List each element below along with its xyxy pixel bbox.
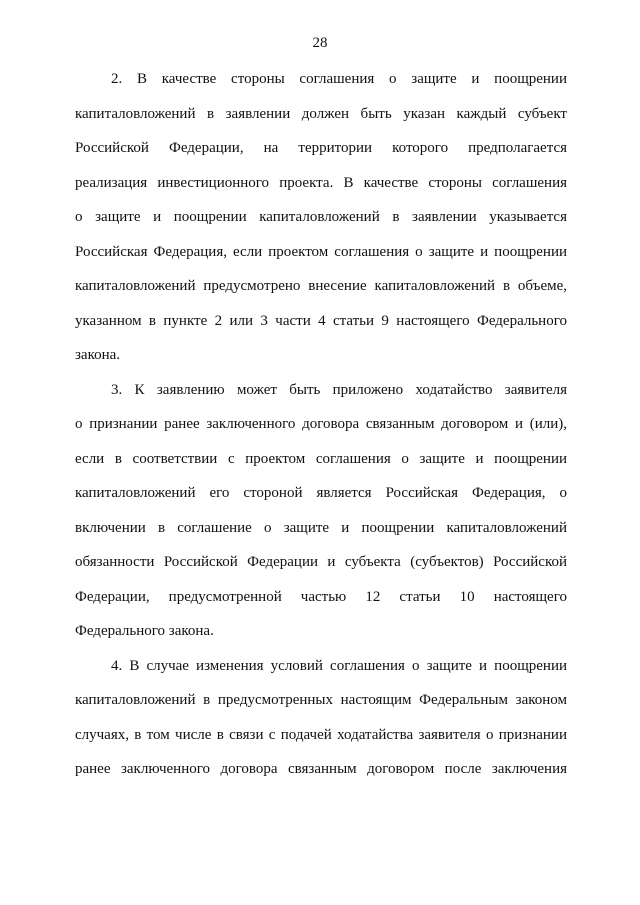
text-line: о защите и поощрении капиталовложений в заявлении указывается <box>75 209 567 225</box>
text-line: капиталовложений в заявлении должен быть указан каждый субъект <box>75 105 567 122</box>
text-line: 3. К заявлению может быть приложено ходатайство заявителя <box>111 381 567 398</box>
text-line: 4. В случае изменения условий соглашения о защите и поощрении <box>111 657 567 674</box>
text-line: ранее заключенного договора связанным договором после заключения <box>75 761 567 777</box>
text-line: если в соответствии с проектом соглашения о защите и поощрении <box>75 450 567 467</box>
text-line: Российская Федерация, если проектом соглашения о защите и поощрении <box>75 243 567 260</box>
text-line: включении в соглашение о защите и поощрении капиталовложений <box>75 519 567 536</box>
text-line: о признании ранее заключенного договора связанным договором и (или), <box>75 416 567 432</box>
text-line: капиталовложений его стороной является Российская Федерация, о <box>75 485 567 501</box>
text-line: указанном в пункте 2 или 3 части 4 статьи 9 настоящего Федерального <box>75 312 567 329</box>
page-number: 28 <box>312 35 328 51</box>
document-body <box>75 69 567 794</box>
text-line: закона. <box>75 347 121 363</box>
text-line: капиталовложений в предусмотренных настоящим Федеральным законом <box>75 692 567 708</box>
text-line: Федерального закона. <box>75 623 214 639</box>
text-line: Федерации, предусмотренной частью 12 статьи 10 настоящего <box>75 588 567 605</box>
text-line: 2. В качестве стороны соглашения о защите и поощрении <box>111 71 567 87</box>
text-line: капиталовложений предусмотрено внесение капиталовложений в объеме, <box>75 278 567 294</box>
text-line: обязанности Российской Федерации и субъекта (субъектов) Российской <box>75 554 567 570</box>
text-line: случаях, в том числе в связи с подачей ходатайства заявителя о признании <box>75 726 567 743</box>
text-line: Российской Федерации, на территории которого предполагается <box>75 140 567 156</box>
text-line: реализация инвестиционного проекта. В качестве стороны соглашения <box>75 174 567 191</box>
